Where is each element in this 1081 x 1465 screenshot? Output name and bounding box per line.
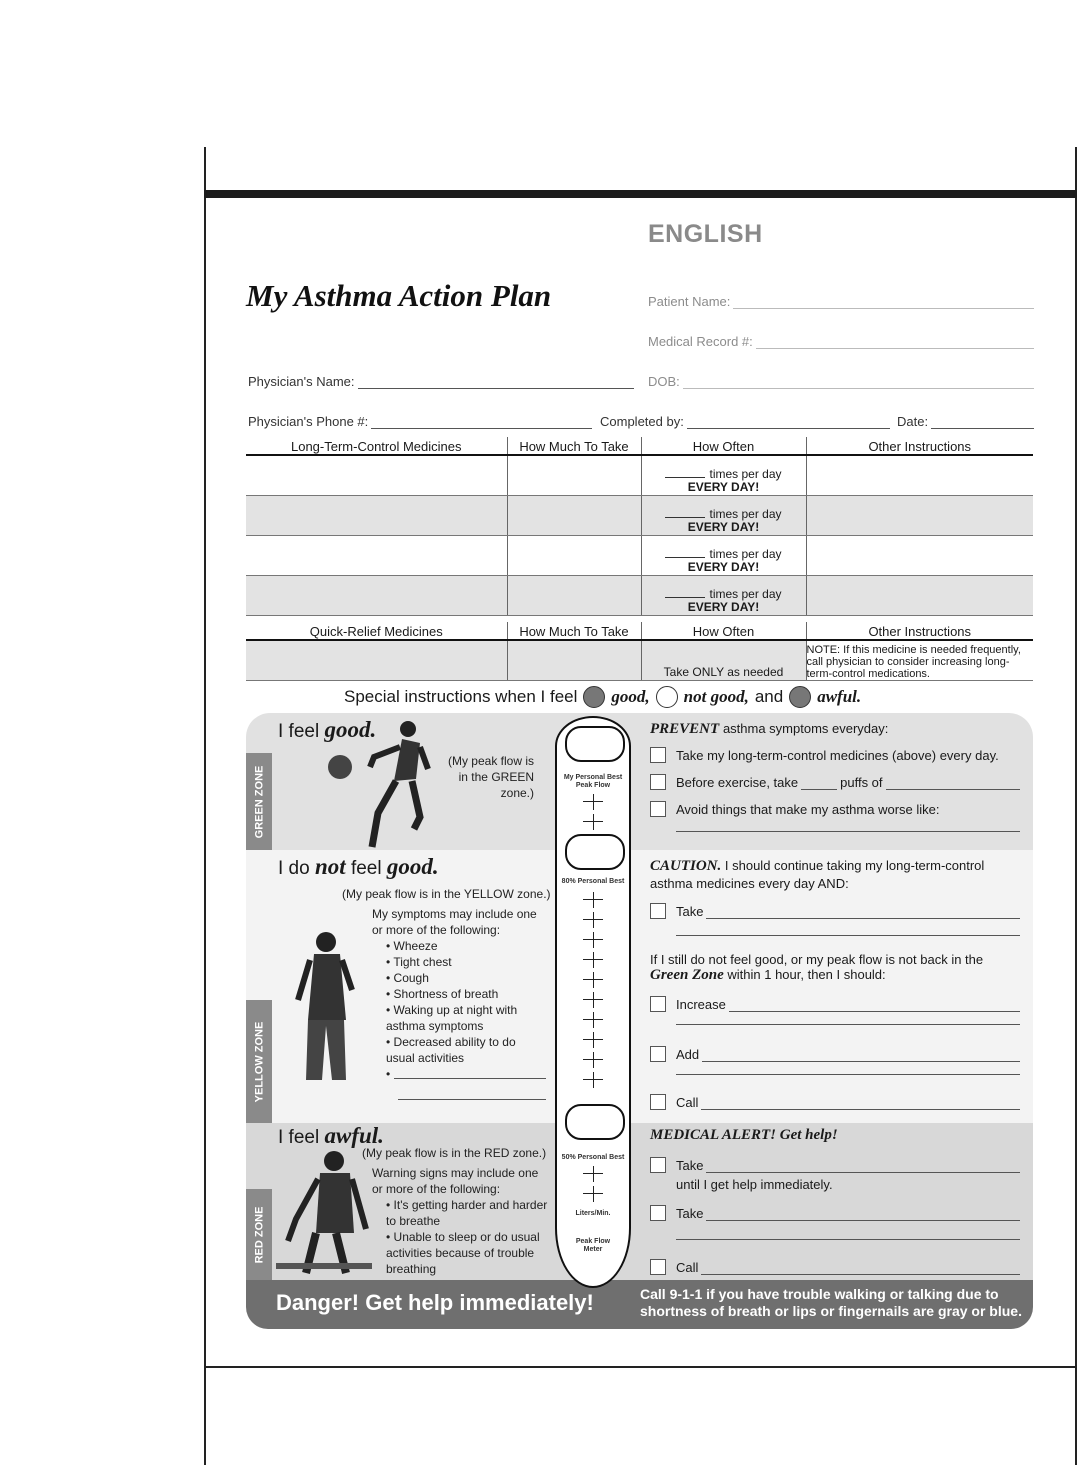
meter-tick xyxy=(579,1012,607,1028)
page-header-bar xyxy=(204,190,1077,198)
good-circle-icon xyxy=(583,686,605,708)
peak-flow-meter xyxy=(555,716,631,1288)
yellow-symptoms: My symptoms may include one or more of the following: • Wheeze • Tight chest • Cough • Shortness of breath • Waking up at night with asthma symptoms • Decreased ability to do usual activities • xyxy=(372,906,546,1100)
fill-line[interactable] xyxy=(676,935,1020,936)
medicine-cell[interactable] xyxy=(246,535,507,575)
meter-tick xyxy=(579,1186,607,1202)
col-header: Quick-Relief Medicines xyxy=(246,622,507,640)
add-checkbox[interactable]: Add xyxy=(650,1045,1020,1062)
checkbox[interactable] xyxy=(650,1205,666,1221)
meter-tick xyxy=(579,1072,607,1088)
yellow-peak-text: (My peak flow is in the YELLOW zone.) xyxy=(342,887,551,901)
fill-line[interactable] xyxy=(676,1024,1020,1025)
special-instructions: Special instructions when I feel good, not good, and awful. xyxy=(344,687,862,706)
checkbox[interactable] xyxy=(650,903,666,919)
page-frame-right xyxy=(1075,147,1077,1465)
red-warnings: Warning signs may include one or more of the following: • It's getting harder and harder to breathe • Unable to sleep or do usual activities because of trouble breathing xyxy=(372,1165,552,1277)
danger-banner xyxy=(246,1280,1033,1329)
medical-record-label: Medical Record #: xyxy=(648,334,753,349)
col-header: Long-Term-Control Medicines xyxy=(246,437,507,455)
red-take-checkbox-1[interactable]: Take xyxy=(650,1156,1020,1173)
personal-best-label: My Personal Best Peak Flow xyxy=(563,774,623,789)
amount-cell[interactable] xyxy=(507,535,641,575)
physician-name-field[interactable] xyxy=(248,374,634,389)
medicine-cell[interactable] xyxy=(246,575,507,615)
list-item xyxy=(386,1066,546,1082)
checkbox[interactable] xyxy=(650,774,666,790)
patient-name-field[interactable] xyxy=(648,294,1034,309)
table-row xyxy=(246,535,1033,575)
table-row xyxy=(246,455,1033,495)
list-item: • Wheeze xyxy=(386,938,546,954)
completed-by-label: Completed by: xyxy=(600,414,684,429)
col-header: How Often xyxy=(641,622,806,640)
checkbox[interactable] xyxy=(650,747,666,763)
amount-cell[interactable] xyxy=(507,575,641,615)
yellow-feel-heading: I do not feel good. xyxy=(278,854,439,879)
col-header: How Much To Take xyxy=(507,437,641,455)
physician-name-label: Physician's Name: xyxy=(248,374,355,389)
meter-tick xyxy=(579,1166,607,1182)
checkbox[interactable] xyxy=(650,996,666,1012)
meter-tick xyxy=(579,932,607,948)
green-threshold-box[interactable] xyxy=(565,834,625,870)
list-item: • Shortness of breath xyxy=(386,986,546,1002)
amount-cell[interactable] xyxy=(507,495,641,535)
frequency-cell[interactable]: times per day EVERY DAY! xyxy=(641,535,806,575)
not-good-circle-icon xyxy=(656,686,678,708)
fill-line[interactable] xyxy=(676,831,1020,832)
dob-field[interactable] xyxy=(648,374,1034,389)
meter-tick xyxy=(579,814,607,830)
red-instructions: MEDICAL ALERT! Get help! Take until I get help immediately. Take Call xyxy=(650,1127,1020,1275)
list-item: • Tight chest xyxy=(386,954,546,970)
table-row xyxy=(246,640,1033,680)
medicine-cell[interactable] xyxy=(246,495,507,535)
coughing-person-icon xyxy=(292,930,362,1090)
yellow-instructions: CAUTION. I should continue taking my long-term-control asthma medicines every day AND: Take If I still do not feel good, or my peak flow is not back in the Green Zone within 1 hour, then I should: Increase Add Call xyxy=(650,857,1020,1110)
date-field[interactable] xyxy=(897,414,1034,429)
instructions-cell[interactable] xyxy=(806,575,1033,615)
eighty-percent-label: 80% Personal Best xyxy=(561,878,625,885)
col-header: How Much To Take xyxy=(507,622,641,640)
green-checkbox-3[interactable]: Avoid things that make my asthma worse like: xyxy=(650,800,1020,817)
call-checkbox[interactable]: Call xyxy=(650,1093,1020,1110)
green-peak-text: (My peak flow is in the GREEN zone.) xyxy=(447,754,534,800)
frequency-cell: Take ONLY as needed xyxy=(641,640,806,680)
basketball-player-icon xyxy=(324,717,434,851)
col-header: How Often xyxy=(641,437,806,455)
dob-label: DOB: xyxy=(648,374,680,389)
red-zone-tab: RED ZONE xyxy=(246,1189,272,1280)
page-footer-rule xyxy=(204,1366,1077,1368)
checkbox[interactable] xyxy=(650,1157,666,1173)
list-item: • Cough xyxy=(386,970,546,986)
date-label: Date: xyxy=(897,414,929,429)
physician-phone-field[interactable] xyxy=(248,414,592,429)
list-item: • It's getting harder and harder to breathe xyxy=(386,1197,552,1229)
fill-line[interactable] xyxy=(676,1239,1020,1240)
physician-phone-label: Physician's Phone #: xyxy=(248,414,369,429)
long-term-medicines-table xyxy=(246,437,1033,616)
instructions-cell[interactable] xyxy=(806,535,1033,575)
checkbox[interactable] xyxy=(650,1046,666,1062)
list-item: • Waking up at night with asthma symptoms xyxy=(386,1002,546,1034)
medicine-cell[interactable] xyxy=(246,640,507,680)
col-header: Other Instructions xyxy=(806,622,1033,640)
sitting-person-icon xyxy=(276,1149,372,1279)
frequency-cell[interactable]: times per day EVERY DAY! xyxy=(641,455,806,495)
meter-name-label: Peak Flow Meter xyxy=(575,1238,611,1253)
meter-tick xyxy=(579,952,607,968)
until-help-text: until I get help immediately. xyxy=(676,1177,833,1192)
zones-panel xyxy=(246,713,1033,1329)
amount-cell[interactable] xyxy=(507,640,641,680)
red-call-checkbox[interactable]: Call xyxy=(650,1258,1020,1275)
yellow-zone-tab: YELLOW ZONE xyxy=(246,1000,272,1123)
page-title: My Asthma Action Plan xyxy=(246,278,552,313)
danger-heading: Danger! Get help immediately! xyxy=(276,1290,594,1315)
list-item: • Decreased ability to do usual activities xyxy=(386,1034,546,1066)
medical-record-field[interactable] xyxy=(648,334,1034,349)
meter-tick xyxy=(579,972,607,988)
yellow-take-checkbox[interactable]: Take xyxy=(650,902,1020,919)
meter-tick xyxy=(579,912,607,928)
green-zone-tab: GREEN ZONE xyxy=(246,753,272,850)
red-feel-heading: I feel awful. xyxy=(278,1123,384,1148)
units-label: Liters/Min. xyxy=(575,1210,611,1217)
red-peak-text: (My peak flow is in the RED zone.) xyxy=(362,1146,547,1160)
table-row xyxy=(246,495,1033,535)
meter-tick xyxy=(579,1032,607,1048)
green-feel-heading: I feel good. xyxy=(278,717,377,742)
medicine-cell[interactable] xyxy=(246,455,507,495)
meter-tick xyxy=(579,794,607,810)
list-item: • Unable to sleep or do usual activities because of trouble breathing xyxy=(386,1229,552,1277)
meter-tick xyxy=(579,992,607,1008)
awful-circle-icon xyxy=(789,686,811,708)
instructions-cell[interactable] xyxy=(806,455,1033,495)
meter-tick xyxy=(579,892,607,908)
language-label: ENGLISH xyxy=(648,220,763,248)
fill-line[interactable] xyxy=(676,1074,1020,1075)
green-checkbox-2[interactable]: Before exercise, take puffs of xyxy=(650,773,1020,790)
green-instructions: PREVENT asthma symptoms everyday: Take my long-term-control medicines (above) every day. Before exercise, take puffs of Avoid things that make my asthma worse like: xyxy=(650,721,1020,832)
frequency-cell[interactable]: times per day EVERY DAY! xyxy=(641,495,806,535)
amount-cell[interactable] xyxy=(507,455,641,495)
red-take-checkbox-2[interactable]: Take xyxy=(650,1204,1020,1221)
checkbox[interactable] xyxy=(650,801,666,817)
completed-by-field[interactable] xyxy=(600,414,890,429)
quick-relief-table xyxy=(246,622,1033,681)
instructions-cell[interactable] xyxy=(806,495,1033,535)
note-cell: NOTE: If this medicine is needed frequently, call physician to consider increasing long-term-control medications. xyxy=(806,640,1033,680)
danger-instructions: Call 9-1-1 if you have trouble walking or talking due to shortness of breath or lips or fingernails are gray or blue. xyxy=(640,1286,1022,1319)
patient-name-label: Patient Name: xyxy=(648,294,731,309)
increase-checkbox[interactable]: Increase xyxy=(650,995,1020,1012)
personal-best-box[interactable] xyxy=(565,726,625,762)
fifty-percent-label: 50% Personal Best xyxy=(561,1154,625,1161)
checkbox[interactable] xyxy=(650,1094,666,1110)
page-frame-left xyxy=(204,147,206,1465)
red-threshold-box[interactable] xyxy=(565,1104,625,1140)
checkbox[interactable] xyxy=(650,1259,666,1275)
table-row xyxy=(246,575,1033,615)
green-checkbox-1[interactable]: Take my long-term-control medicines (above) every day. xyxy=(650,746,1020,763)
frequency-cell[interactable]: times per day EVERY DAY! xyxy=(641,575,806,615)
col-header: Other Instructions xyxy=(806,437,1033,455)
meter-tick xyxy=(579,1052,607,1068)
